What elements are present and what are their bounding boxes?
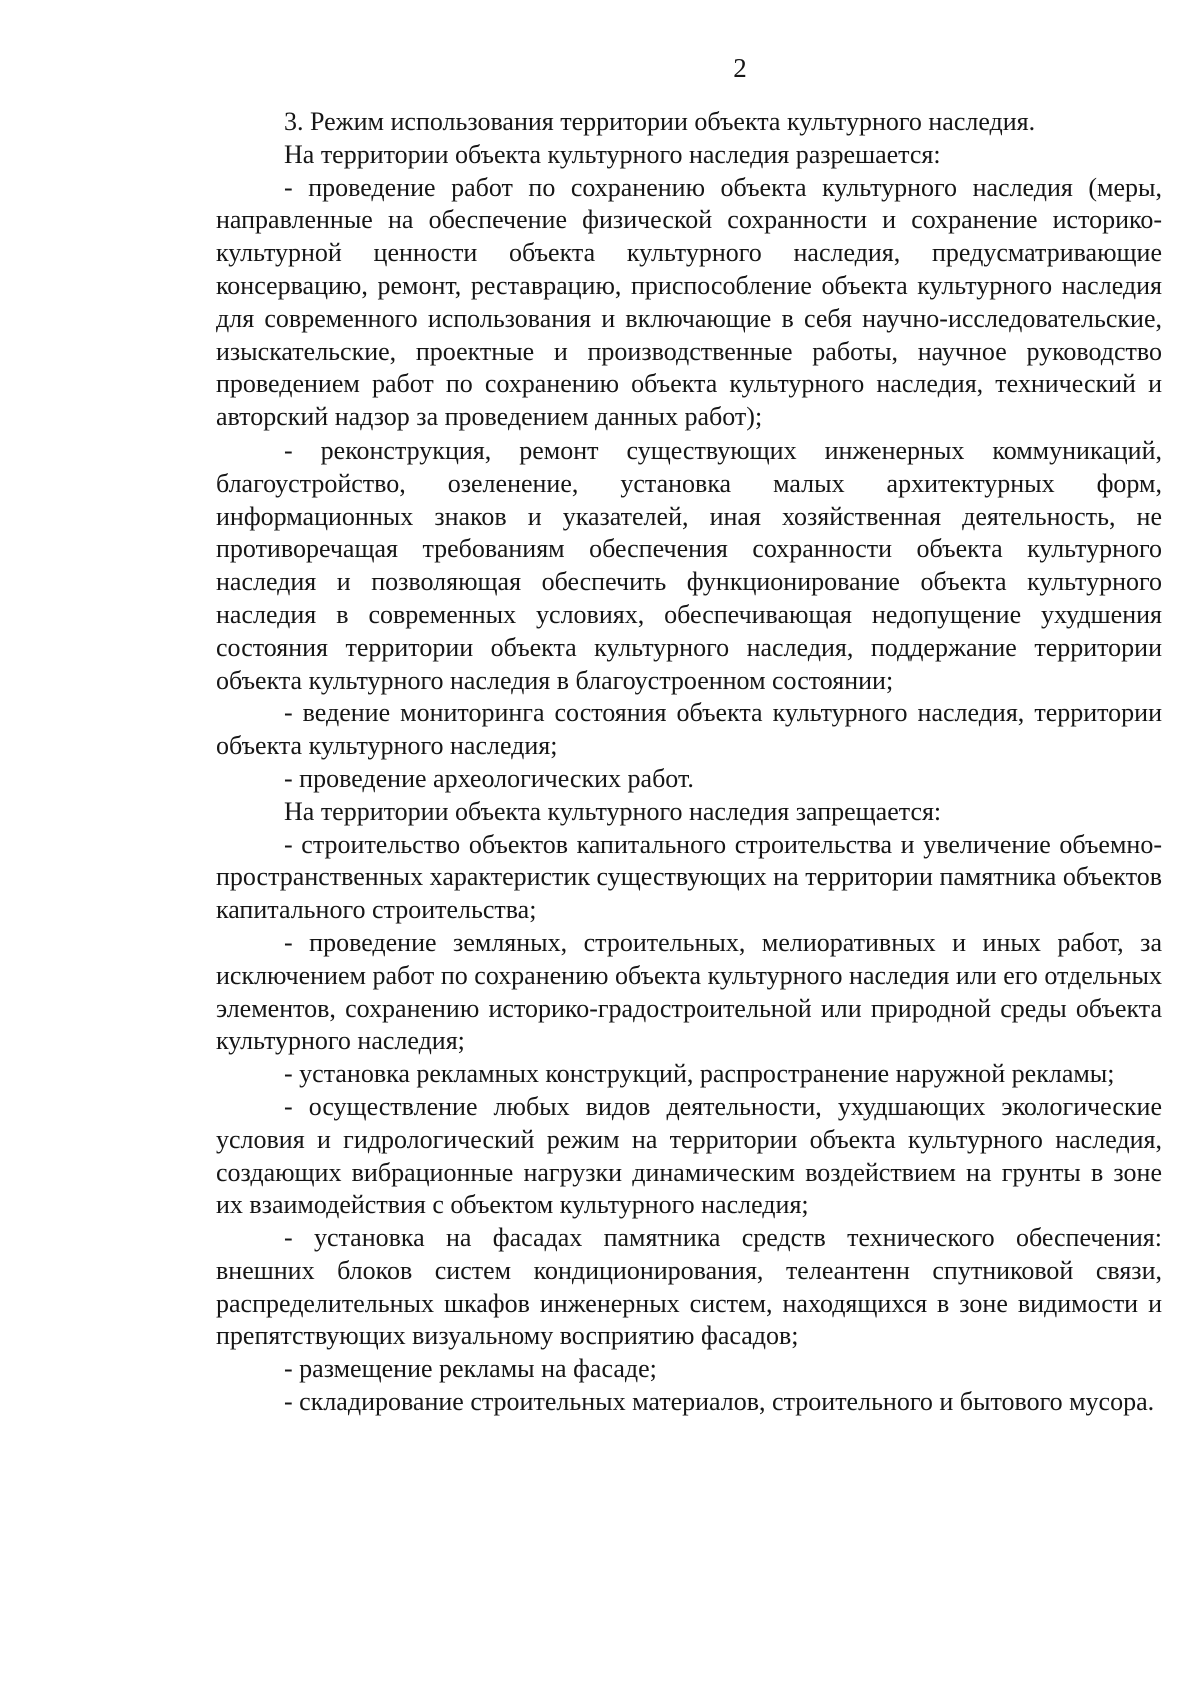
paragraph-prohibited-item: - осуществление любых видов деятельности, ухудшающих экологические условия и гидрологический режим на территории объекта культурного наследия, создающих вибрационные нагрузки динамическим воздействием на грунты в зоне их взаимодействия с объектом культурного наследия; [216,1091,1162,1220]
paragraph-section-heading: 3. Режим использования территории объекта культурного наследия. [284,107,1036,136]
paragraph-permitted-intro: На территории объекта культурного наследия разрешается: [284,139,941,169]
paragraph-prohibited-item: - установка на фасадах памятника средств технического обеспечения: внешних блоков систем кондиционирования, телеантенн спутниковой связи, распределительных шкафов инженерных систем, находящихся в зоне видимости и препятствующих визуальному восприятию фасадов; [216,1223,1162,1351]
paragraph-prohibited-item: - складирование строительных материалов, строительного и бытового мусора. [284,1387,1155,1417]
paragraph-prohibited-item: - установка рекламных конструкций, распространение наружной рекламы; [284,1059,1115,1089]
paragraph-permitted-item: - реконструкция, ремонт существующих инженерных коммуникаций, благоустройство, озеленение, установка малых архитектурных форм, информационных знаков и указателей, иная хозяйственная деятельность, не противоречащая требованиям обеспечения сохранности объекта культурного наследия и позволяющая обеспечить функционирование объекта культурного наследия в современных условиях, обеспечивающая недопущение ухудшения состояния территории объекта культурного наследия, поддержание территории объекта культурного наследия в благоустроенном состоянии; [216,435,1162,695]
paragraph-prohibited-item: - размещение рекламы на фасаде; [284,1354,657,1384]
page-number: 2 [733,53,747,83]
paragraph-prohibited-intro: На территории объекта культурного наследия запрещается: [284,796,942,826]
paragraph-permitted-item: - проведение археологических работ. [284,763,694,793]
paragraph-permitted-item: - проведение работ по сохранению объекта культурного наследия (меры, направленные на обеспечение физической сохранности и сохранение историко-культурной ценности объекта культурного наследия, предусматривающие консервацию, ремонт, реставрацию, приспособление объекта культурного наследия для современного использования и включающие в себя научно-исследовательские, изыскательские, проектные и производственные работы, научное руководство проведением работ по сохранению объекта культурного наследия, технический и авторский надзор за проведением данных работ); [216,172,1162,432]
paragraph-prohibited-item: - строительство объектов капитального строительства и увеличение объемно-пространственных характеристик существующих на территории памятника объектов капитального строительства; [216,829,1162,925]
paragraph-prohibited-item: - проведение земляных, строительных, мелиоративных и иных работ, за исключением работ по сохранению объекта культурного наследия или его отдельных элементов, сохранению историко-градостроительной или природной среды объекта культурного наследия; [216,927,1162,1056]
document-body [216,106,1162,1419]
paragraph-permitted-item: - ведение мониторинга состояния объекта культурного наследия, территории объекта культурного наследия; [216,698,1162,761]
